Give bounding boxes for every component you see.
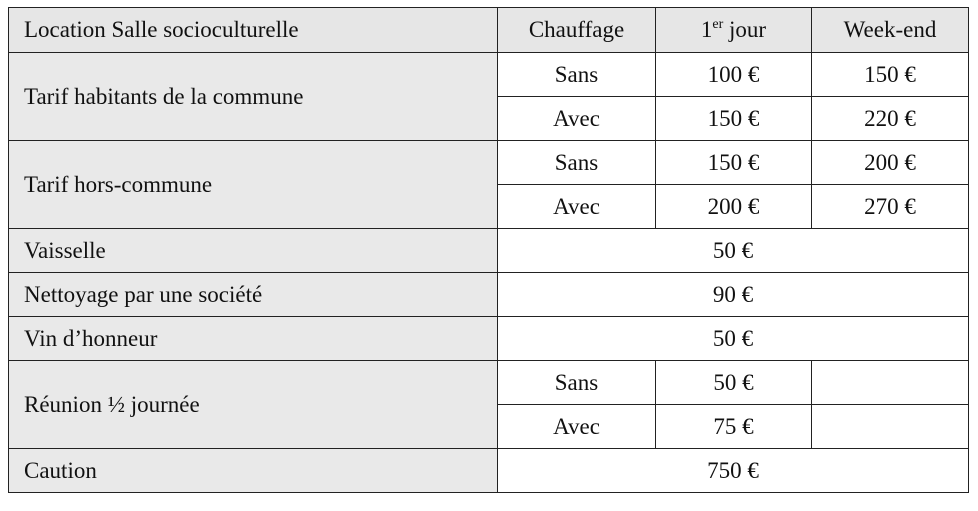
chauffage-cell: Avec — [498, 185, 656, 229]
price-nettoyage: 90 € — [498, 273, 969, 317]
row-label-vin: Vin d’honneur — [9, 317, 498, 361]
price-vin: 50 € — [498, 317, 969, 361]
price-first-day: 200 € — [656, 185, 812, 229]
table-row — [9, 53, 969, 97]
chauffage-cell: Avec — [498, 97, 656, 141]
header-first-day-superscript: er — [712, 17, 724, 32]
price-first-day: 100 € — [656, 53, 812, 97]
header-location: Location Salle socioculturelle — [9, 8, 498, 53]
price-weekend — [812, 361, 969, 405]
table-row — [9, 361, 969, 405]
row-label-hors-commune: Tarif hors-commune — [9, 141, 498, 229]
pricing-table — [8, 7, 969, 493]
row-label-vaisselle: Vaisselle — [9, 229, 498, 273]
price-first-day: 50 € — [656, 361, 812, 405]
header-row — [9, 8, 969, 53]
row-label-habitants: Tarif habitants de la commune — [9, 53, 498, 141]
price-weekend: 200 € — [812, 141, 969, 185]
header-chauffage: Chauffage — [498, 8, 656, 53]
price-weekend: 270 € — [812, 185, 969, 229]
price-weekend: 150 € — [812, 53, 969, 97]
table-row — [9, 449, 969, 493]
header-first-day-number: 1 — [700, 17, 713, 42]
row-label-nettoyage: Nettoyage par une société — [9, 273, 498, 317]
header-first-day-word: jour — [723, 17, 767, 42]
price-weekend — [812, 405, 969, 449]
chauffage-cell: Sans — [498, 53, 656, 97]
row-label-reunion: Réunion ½ journée — [9, 361, 498, 449]
price-caution: 750 € — [498, 449, 969, 493]
price-first-day: 150 € — [656, 97, 812, 141]
price-first-day: 150 € — [656, 141, 812, 185]
table-row — [9, 229, 969, 273]
header-weekend: Week-end — [812, 8, 969, 53]
header-first-day — [656, 8, 812, 53]
price-vaisselle: 50 € — [498, 229, 969, 273]
table-row — [9, 317, 969, 361]
table-row — [9, 141, 969, 185]
table-row — [9, 273, 969, 317]
row-label-caution: Caution — [9, 449, 498, 493]
price-first-day: 75 € — [656, 405, 812, 449]
chauffage-cell: Avec — [498, 405, 656, 449]
chauffage-cell: Sans — [498, 141, 656, 185]
chauffage-cell: Sans — [498, 361, 656, 405]
price-weekend: 220 € — [812, 97, 969, 141]
